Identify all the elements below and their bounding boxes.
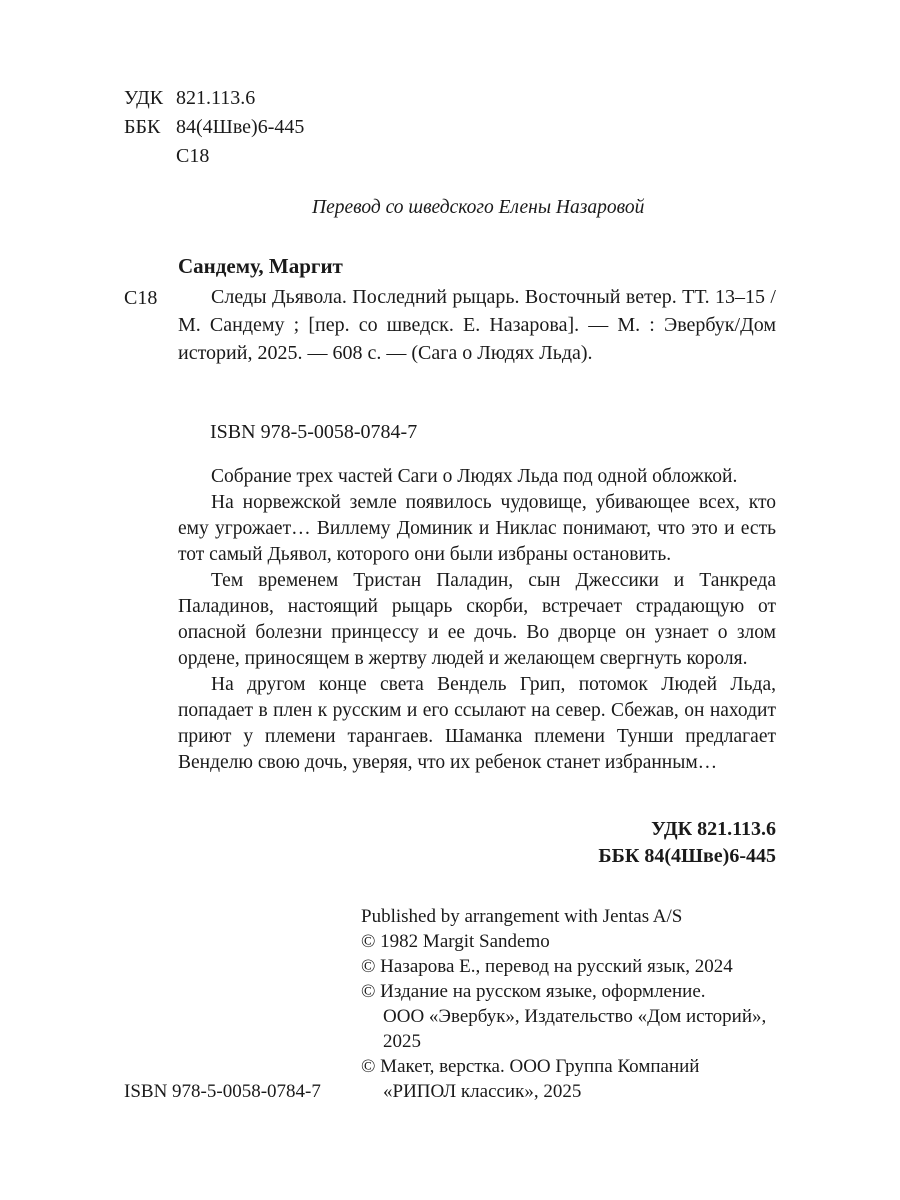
side-author-sign: С18 [124, 287, 158, 309]
annotation-paragraph: На норвежской земле появилось чудовище, убивающее всех, кто ему угрожает… Виллему Доминик и Никлас понимают, что это и есть тот самый Дьявол, которого они были избраны остановить. [178, 492, 776, 565]
copyright-line: © Макет, верстка. ООО Группа Компаний [361, 1056, 700, 1077]
copyright-line: ООО «Эвербук», Издательство «Дом историй», [383, 1006, 767, 1027]
udk-row [124, 84, 304, 113]
classification-codes [124, 84, 304, 171]
isbn-bottom: ISBN 978-5-0058-0784-7 [124, 1081, 321, 1102]
annotation [178, 464, 776, 776]
copyright-line: Published by arrangement with Jentas A/S [361, 906, 683, 927]
author-heading: Сандему, Маргит [178, 254, 343, 278]
copyright-line: © Издание на русском языке, оформление. [361, 981, 706, 1002]
annotation-paragraph: Тем временем Тристан Паладин, сын Джессики и Танкреда Паладинов, настоящий рыцарь скорби, встречает страдающую от опасной болезни принцессу и ее дочь. Во дворце он узнает о злом ордене, приносящем в жертву людей и желающем свергнуть короля. [178, 570, 776, 669]
bbk-right: ББК 84(4Шве)6-445 [598, 845, 776, 867]
author-sign: С18 [176, 145, 210, 167]
classification-codes-right [598, 816, 776, 870]
copyright-line: © Назарова Е., перевод на русский язык, 2024 [361, 956, 733, 977]
copyright-line: 2025 [383, 1031, 421, 1052]
bbk-label: ББК [124, 116, 161, 138]
udk-label: УДК [124, 87, 164, 109]
translator-credit: Перевод со шведского Елены Назаровой [312, 197, 645, 218]
copyright-line: «РИПОЛ классик», 2025 [383, 1081, 582, 1102]
annotation-paragraph: Собрание трех частей Саги о Людях Льда под одной обложкой. [211, 466, 738, 487]
bbk-value: 84(4Шве)6-445 [176, 116, 305, 138]
bibliographic-description: Следы Дьявола. Последний рыцарь. Восточный ветер. ТТ. 13–15 / М. Сандему ; [пер. со шведск. Е. Назарова]. — М. : Эвербук/Дом историй, 2025. — 608 с. — (Сага о Людях Льда). [178, 286, 776, 364]
udk-value: 821.113.6 [176, 87, 256, 109]
udk-right: УДК 821.113.6 [651, 818, 776, 840]
annotation-paragraph: На другом конце света Вендель Грип, потомок Людей Льда, попадает в плен к русским и его ссылают на север. Сбежав, он находит приют у племени тарангаев. Шаманка племени Тунши предлагает Венделю свою дочь, уверяя, что их ребенок станет избранным… [178, 674, 776, 773]
bbk-row [124, 113, 304, 142]
copyright-block [361, 904, 781, 1104]
copyright-line: © 1982 Margit Sandemo [361, 931, 550, 952]
isbn-main: ISBN 978-5-0058-0784-7 [210, 421, 418, 443]
